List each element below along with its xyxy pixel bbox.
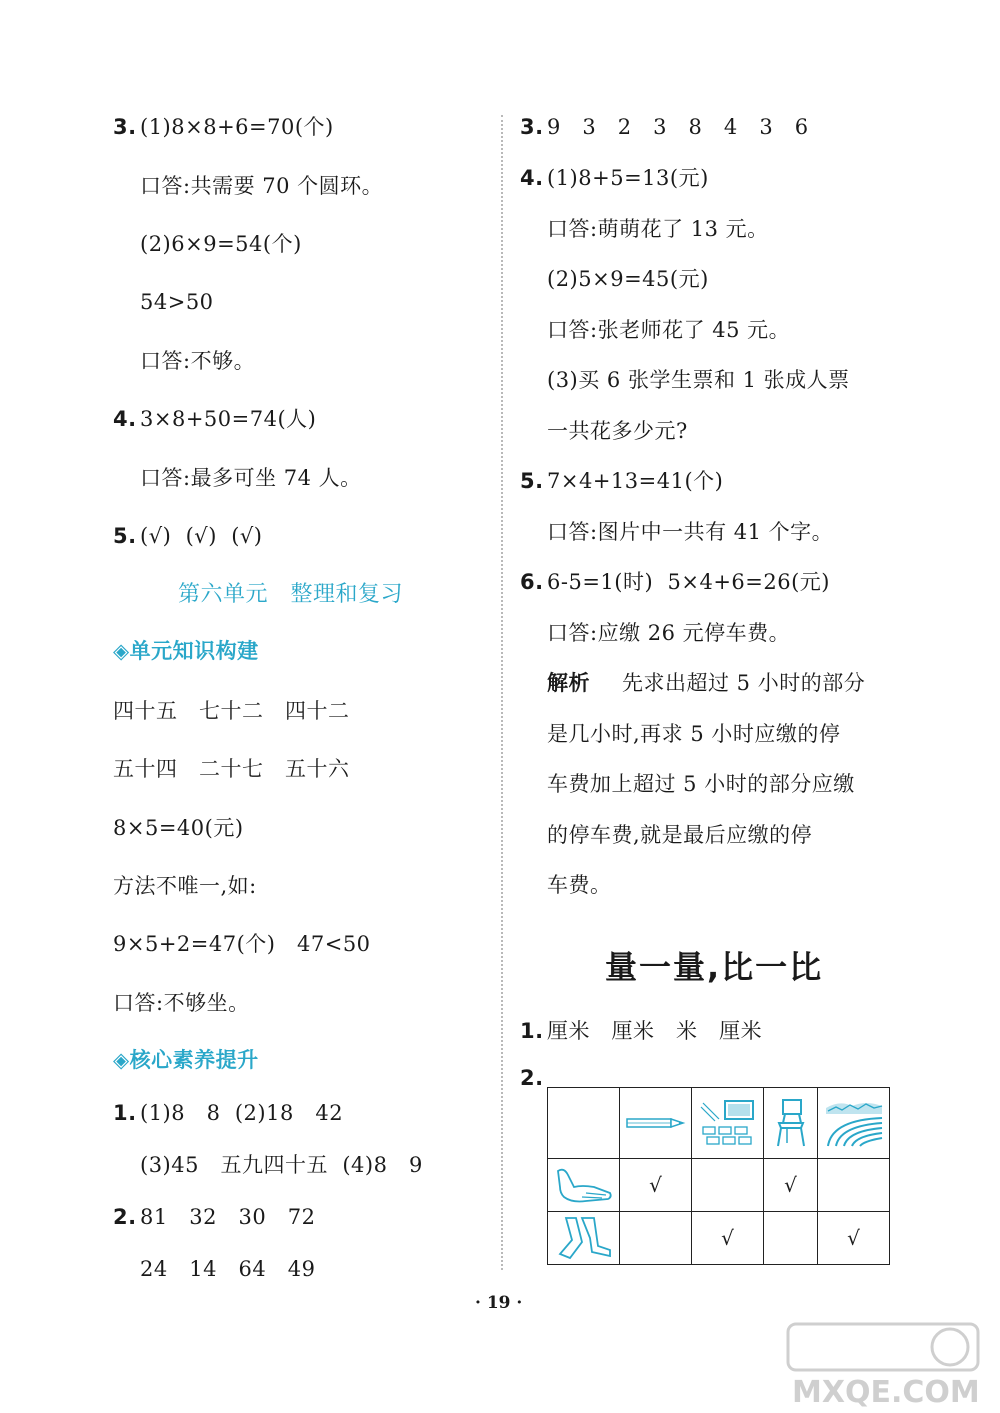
analysis-line1: 先求出超过 5 小时的部分 xyxy=(622,671,866,695)
core-q1-number: 1. xyxy=(113,1101,137,1125)
knowledge-line4: 方法不唯一,如: xyxy=(113,874,257,898)
table-cell xyxy=(764,1212,818,1265)
section-title-measure: 量一量,比一比 xyxy=(605,948,824,986)
pencil-icon xyxy=(625,1113,687,1133)
knowledge-line1: 四十五 七十二 四十二 xyxy=(113,699,350,723)
table-row-header xyxy=(548,1159,620,1212)
section-heading-core: ◈核心素养提升 xyxy=(113,1048,259,1072)
table-cell: √ xyxy=(764,1159,818,1212)
right-q6-number: 6. xyxy=(520,570,544,594)
right-q4-line1: (1)8+5=13(元) xyxy=(547,166,709,190)
left-q5-number: 5. xyxy=(113,524,137,548)
page-number: · 19 · xyxy=(475,1293,523,1313)
knowledge-line2: 五十四 二十七 五十六 xyxy=(113,757,350,781)
measure-q2-number: 2. xyxy=(520,1066,544,1090)
right-q4-line3: (2)5×9=45(元) xyxy=(547,267,709,291)
core-q2-number: 2. xyxy=(113,1205,137,1229)
runway-track-icon xyxy=(822,1096,886,1150)
analysis-line5: 车费。 xyxy=(547,873,612,897)
footstep-icon xyxy=(552,1214,616,1262)
right-q4-line4: 口答:张老师花了 45 元。 xyxy=(547,318,791,342)
right-q4-line6: 一共花多少元? xyxy=(547,419,688,443)
table-row-header xyxy=(548,1212,620,1265)
blackboard-desks-icon xyxy=(697,1097,759,1149)
knowledge-line3: 8×5=40(元) xyxy=(113,816,244,840)
core-q2-line1: 81 32 30 72 xyxy=(140,1205,316,1229)
table-cell xyxy=(818,1159,890,1212)
table-corner-cell xyxy=(548,1088,620,1159)
analysis-line2: 是几小时,再求 5 小时应缴的停 xyxy=(547,722,841,746)
left-q4-line2: 口答:最多可坐 74 人。 xyxy=(140,466,362,490)
knowledge-line5: 9×5+2=47(个) 47<50 xyxy=(113,932,371,956)
chair-icon xyxy=(773,1097,809,1149)
right-q5-number: 5. xyxy=(520,469,544,493)
knowledge-line6: 口答:不够坐。 xyxy=(113,991,250,1015)
table-cell: √ xyxy=(692,1212,764,1265)
watermark-text: MXQE.COM xyxy=(792,1375,980,1410)
watermark-logo xyxy=(780,1320,990,1410)
measure-table xyxy=(547,1087,890,1265)
left-q3-line3: (2)6×9=54(个) xyxy=(140,232,302,256)
column-divider xyxy=(501,115,503,1270)
left-q3-line5: 口答:不够。 xyxy=(140,349,256,373)
analysis-line3: 车费加上超过 5 小时的部分应缴 xyxy=(547,772,855,796)
right-q3-number: 3. xyxy=(520,115,544,139)
left-q3-number: 3. xyxy=(113,115,137,139)
left-q3-line4: 54>50 xyxy=(140,290,214,314)
core-q1-line2: (3)45 五九四十五 (4)8 9 xyxy=(140,1153,423,1177)
analysis-label: 解析 xyxy=(547,671,590,695)
left-q3-line2: 口答:共需要 70 个圆环。 xyxy=(140,174,384,198)
right-q4-line2: 口答:萌萌花了 13 元。 xyxy=(547,217,769,241)
measure-q1-number: 1. xyxy=(520,1019,544,1043)
right-q4-line5: (3)买 6 张学生票和 1 张成人票 xyxy=(547,368,850,392)
table-cell xyxy=(692,1159,764,1212)
analysis-line4: 的停车费,就是最后应缴的停 xyxy=(547,823,813,847)
unit-title: 第六单元 整理和复习 xyxy=(178,582,403,607)
right-q6-line2: 口答:应缴 26 元停车费。 xyxy=(547,621,791,645)
table-header-cell xyxy=(620,1088,692,1159)
core-q2-line2: 24 14 64 49 xyxy=(140,1257,316,1281)
table-row xyxy=(548,1212,890,1265)
measure-q1-line1: 厘米 厘米 米 厘米 xyxy=(547,1019,763,1043)
table-header-cell xyxy=(764,1088,818,1159)
right-q5-line1: 7×4+13=41(个) xyxy=(547,469,724,493)
right-q6-line1: 6-5=1(时) 5×4+6=26(元) xyxy=(547,570,830,594)
table-cell xyxy=(620,1212,692,1265)
table-cell: √ xyxy=(818,1212,890,1265)
table-cell: √ xyxy=(620,1159,692,1212)
section-heading-knowledge: ◈单元知识构建 xyxy=(113,639,259,663)
right-q3-line1: 9 3 2 3 8 4 3 6 xyxy=(547,115,809,139)
left-q3-line1: (1)8×8+6=70(个) xyxy=(140,115,334,139)
core-q1-line1: (1)8 8 (2)18 42 xyxy=(140,1101,344,1125)
table-row xyxy=(548,1159,890,1212)
left-q4-number: 4. xyxy=(113,407,137,431)
right-q4-number: 4. xyxy=(520,166,544,190)
right-q5-line2: 口答:图片中一共有 41 个字。 xyxy=(547,520,834,544)
table-header-cell xyxy=(692,1088,764,1159)
table-header-row xyxy=(548,1088,890,1159)
hand-span-icon xyxy=(552,1163,616,1207)
left-q5-line1: (√) (√) (√) xyxy=(140,524,263,548)
left-q4-line1: 3×8+50=74(人) xyxy=(140,407,317,431)
table-header-cell xyxy=(818,1088,890,1159)
